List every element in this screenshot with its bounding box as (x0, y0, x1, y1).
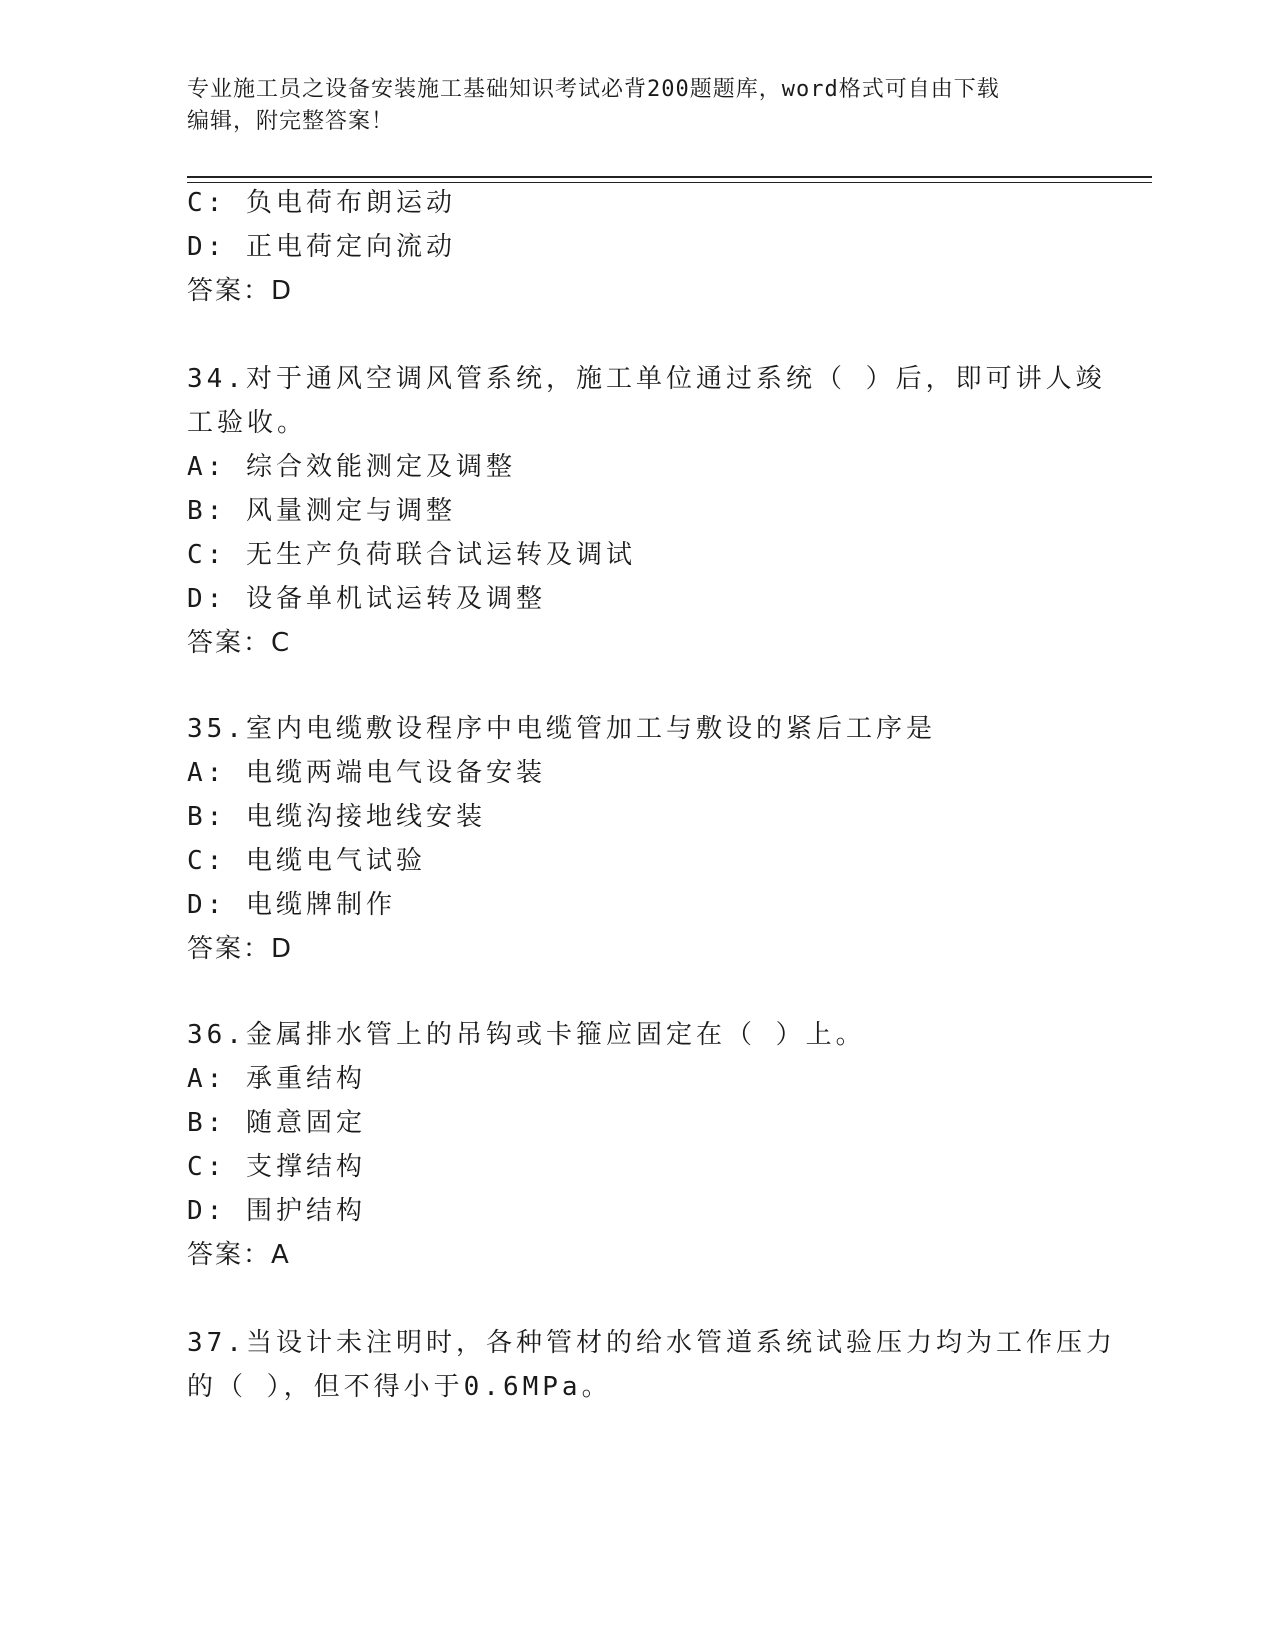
q35-option-c: C: 电缆电气试验 (187, 846, 426, 876)
header-line-2: 编辑，附完整答案！ (187, 109, 395, 134)
q36-option-a: A: 承重结构 (187, 1064, 366, 1094)
q33-option-c: C: 负电荷布朗运动 (187, 188, 456, 218)
q36-option-c: C: 支撑结构 (187, 1152, 366, 1182)
q34-option-d: D: 设备单机试运转及调整 (187, 584, 546, 614)
q34-option-c: C: 无生产负荷联合试运转及调试 (187, 540, 636, 570)
q35-option-d: D: 电缆牌制作 (187, 890, 396, 920)
q37-stem-line-1: 37.当设计未注明时，各种管材的给水管道系统试验压力均为工作压力 (187, 1328, 1116, 1358)
q34-option-b: B: 风量测定与调整 (187, 496, 456, 526)
q35-option-b: B: 电缆沟接地线安装 (187, 802, 486, 832)
q33-option-d: D: 正电荷定向流动 (187, 232, 456, 262)
q36-option-d: D: 围护结构 (187, 1196, 366, 1226)
q36-stem-line-1: 36.金属排水管上的吊钩或卡箍应固定在（ ）上。 (187, 1020, 866, 1050)
q33-answer: 答案：D (187, 276, 294, 306)
header-line-1: 专业施工员之设备安装施工基础知识考试必背200题题库，word格式可自由下载 (187, 77, 1000, 102)
document-header (187, 74, 1087, 138)
q36-option-b: B: 随意固定 (187, 1108, 366, 1138)
header-divider-thick (187, 176, 1152, 178)
q34-stem-line-1: 34.对于通风空调风管系统，施工单位通过系统（ ）后，即可讲人竣 (187, 364, 1106, 394)
q34-option-a: A: 综合效能测定及调整 (187, 452, 516, 482)
q35-answer: 答案：D (187, 934, 294, 964)
header-divider-thin (187, 182, 1152, 183)
q37-stem-line-2: 的（ ），但不得小于0.6MPa。 (187, 1372, 612, 1402)
q34-answer: 答案：C (187, 628, 292, 658)
q35-option-a: A: 电缆两端电气设备安装 (187, 758, 546, 788)
q36-answer: 答案：A (187, 1240, 291, 1270)
q35-stem-line-1: 35.室内电缆敷设程序中电缆管加工与敷设的紧后工序是 (187, 714, 936, 744)
q34-stem-line-2: 工验收。 (187, 408, 308, 438)
